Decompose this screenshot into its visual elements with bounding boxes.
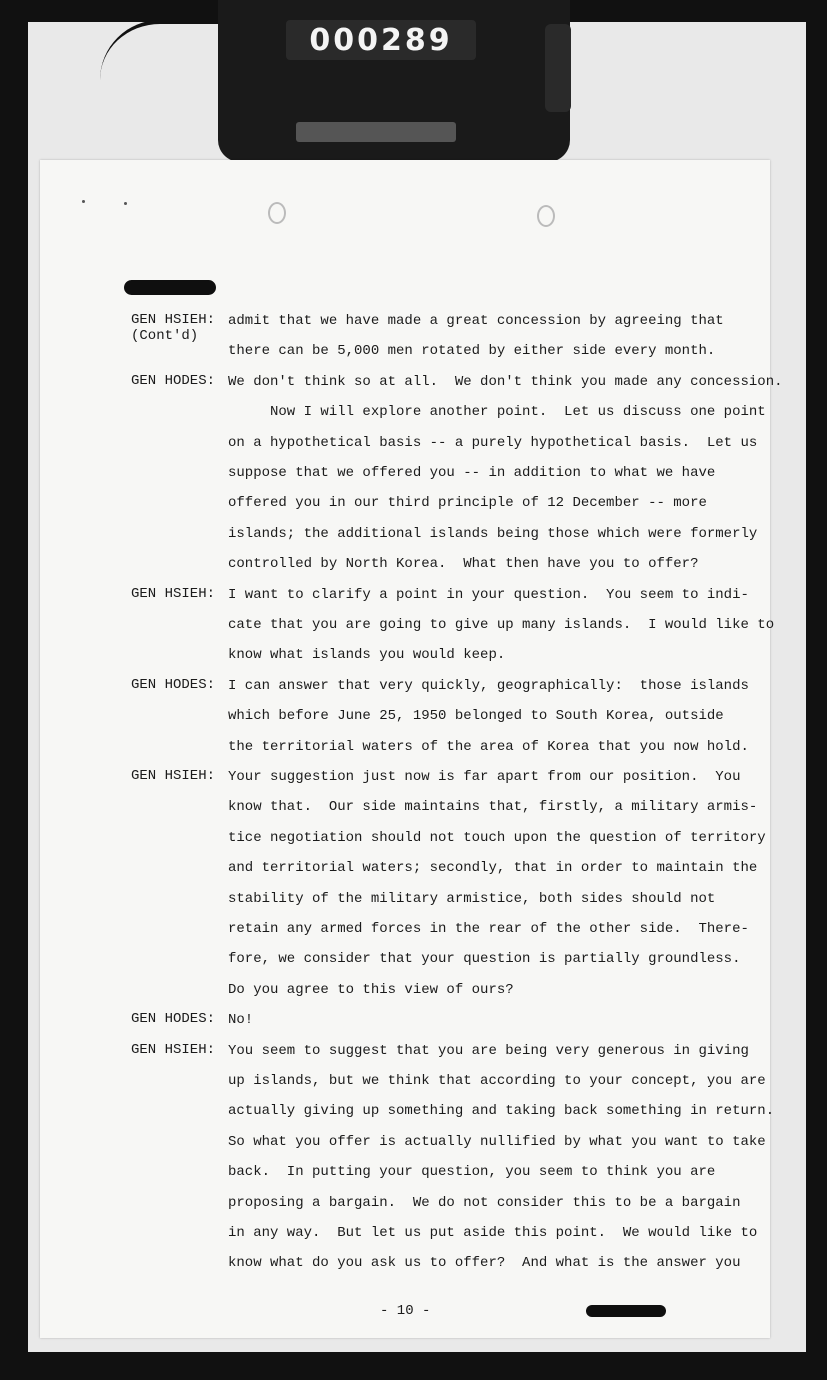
transcript-line: admit that we have made a great concession by agreeing that (228, 313, 724, 329)
transcript-line: and territorial waters; secondly, that in order to maintain the (228, 860, 758, 877)
transcript-line: proposing a bargain. We do not consider this to be a bargain (228, 1194, 741, 1211)
transcript-line: up islands, but we think that according to your concept, you are (228, 1072, 766, 1089)
transcript-line: I want to clarify a point in your question. You seem to indi- (228, 586, 749, 603)
transcript-line: You seem to suggest that you are being very generous in giving (228, 1042, 749, 1059)
frame-counter-value: 000289 (309, 22, 453, 58)
transcript-line: know what do you ask us to offer? And what is the answer you (228, 1255, 741, 1272)
speaker-label: GEN HODES: (131, 1011, 216, 1028)
speaker-label: GEN HSIEH: (131, 768, 216, 784)
speck (82, 200, 85, 203)
speaker-label: GEN HODES: (131, 676, 216, 693)
transcript-line: know what islands you would keep. (228, 647, 506, 664)
speaker-label: GEN HSIEH: (131, 1041, 216, 1058)
redaction-mark-top (124, 280, 216, 295)
transcript-line: there can be 5,000 men rotated by either side every month. (228, 343, 716, 360)
frame-counter-display (286, 20, 476, 60)
transcript-line: stability of the military armistice, both sides should not (228, 890, 716, 907)
document-page (40, 160, 783, 1338)
transcript-line: cate that you are going to give up many islands. I would like to (228, 616, 775, 633)
punch-hole-right (537, 205, 555, 227)
transcript-line: in any way. But let us put aside this point. We would like to (228, 1224, 758, 1241)
transcript-line: know that. Our side maintains that, firstly, a military armis- (228, 799, 758, 816)
transcript-line: So what you offer is actually nullified by what you want to take (228, 1133, 766, 1150)
redaction-mark-bottom (586, 1305, 666, 1317)
speaker-label: GEN HSIEH: (Cont'd) (131, 312, 216, 344)
punch-hole-left (268, 202, 286, 224)
transcript-line: the territorial waters of the area of Korea that you now hold. (228, 738, 749, 755)
page-number: - 10 - (380, 1303, 431, 1319)
transcript-line: which before June 25, 1950 belonged to South Korea, outside (228, 708, 724, 725)
counter-slot (296, 122, 456, 142)
transcript-line: retain any armed forces in the rear of the other side. There- (228, 921, 749, 937)
transcript-line: on a hypothetical basis -- a purely hypothetical basis. Let us (228, 434, 758, 451)
transcript-line: offered you in our third principle of 12 December -- more (228, 495, 707, 512)
transcript-line: We don't think so at all. We don't think you made any concession. (228, 373, 783, 390)
speaker-label: GEN HODES: (131, 372, 216, 389)
transcript-line: Now I will explore another point. Let us discuss one point (228, 404, 766, 421)
transcript-line: tice negotiation should not touch upon the question of territory (228, 829, 766, 846)
transcript-line: controlled by North Korea. What then have you to offer? (228, 556, 699, 573)
transcript-line: actually giving up something and taking back something in return. (228, 1103, 775, 1120)
transcript-line: Do you agree to this view of ours? (228, 981, 514, 998)
transcript-line: I can answer that very quickly, geographically: those islands (228, 677, 749, 694)
counter-knob (545, 24, 571, 112)
speck (124, 202, 127, 205)
speaker-label: GEN HSIEH: (131, 585, 216, 602)
transcript-line: islands; the additional islands being those which were formerly (228, 525, 758, 542)
transcript-line: fore, we consider that your question is partially groundless. (228, 951, 741, 968)
transcript-line: Your suggestion just now is far apart from our position. You (228, 769, 741, 785)
transcript-line: back. In putting your question, you seem to think you are (228, 1164, 716, 1181)
transcript-line: suppose that we offered you -- in addition to what we have (228, 464, 716, 481)
transcript-line: No! (228, 1012, 254, 1029)
